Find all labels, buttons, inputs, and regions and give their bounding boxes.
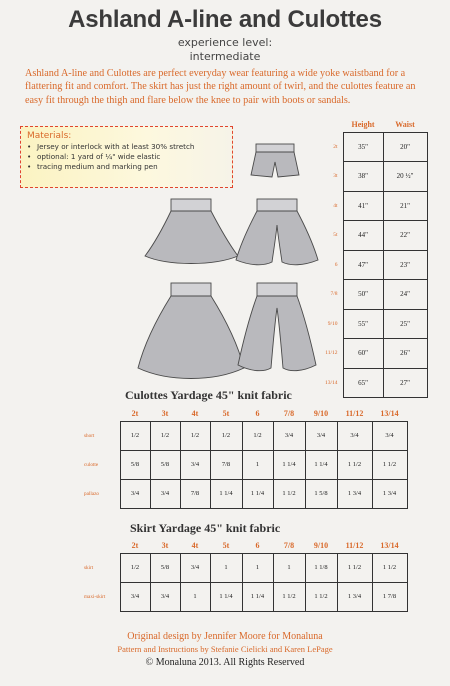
waist-cell: 27" <box>383 368 427 398</box>
size-chart-row <box>325 309 427 339</box>
yardage-size-header: 11/12 <box>345 541 364 551</box>
yardage-size-header: 11/12 <box>345 409 364 419</box>
yardage-row <box>82 479 407 508</box>
yardage-cell: 1 1/4 <box>242 582 273 611</box>
yardage-cell: 1 1/2 <box>305 582 337 611</box>
size-chart-row <box>325 368 427 398</box>
yardage-cell: 3/4 <box>120 582 150 611</box>
yardage-cell: 1 3/4 <box>337 582 372 611</box>
maxi-skirt-illustration <box>138 283 244 379</box>
instructions-credit: Pattern and Instructions by Stefanie Cielicki and Karen LePage <box>117 644 333 654</box>
skirt-yardage-title: Skirt Yardage 45" knit fabric <box>130 521 281 535</box>
yardage-cell: 3/4 <box>150 479 180 508</box>
size-label: 7/8 <box>330 291 338 298</box>
yardage-cell: 7/8 <box>180 479 210 508</box>
waist-cell: 23" <box>383 250 427 280</box>
size-chart-header-waist: Waist <box>395 120 415 130</box>
yardage-cell: 1 7/8 <box>372 582 407 611</box>
height-cell: 41" <box>343 191 383 221</box>
yardage-row <box>82 421 407 450</box>
experience-level-label: experience level: <box>177 36 273 49</box>
waist-cell: 25" <box>383 309 427 339</box>
waist-cell: 24" <box>383 280 427 310</box>
yardage-size-header: 2t <box>131 541 139 551</box>
yardage-cell: 1 <box>242 450 273 479</box>
yardage-cell: 3/4 <box>337 421 372 450</box>
yardage-row-label: maxi-skirt <box>84 593 106 600</box>
yardage-cell: 3/4 <box>150 582 180 611</box>
yardage-cell: 1 1/2 <box>337 553 372 582</box>
height-cell: 60" <box>343 339 383 369</box>
yardage-size-header: 5t <box>222 541 230 551</box>
size-label: 5t <box>333 232 338 239</box>
yardage-size-header: 6 <box>255 541 260 551</box>
yardage-size-header: 3t <box>161 541 169 551</box>
palazzo-illustration <box>238 283 316 371</box>
size-chart-row <box>325 132 427 162</box>
yardage-cell: 1 5/8 <box>305 479 337 508</box>
yardage-cell: 1 1/4 <box>210 479 242 508</box>
copyright-notice: © Monaluna 2013. All Rights Reserved <box>145 657 305 668</box>
yardage-cell: 1 <box>273 553 305 582</box>
yardage-size-header: 2t <box>131 409 139 419</box>
yardage-size-header: 6 <box>255 409 260 419</box>
size-chart-row <box>325 162 427 192</box>
height-cell: 35" <box>343 132 383 162</box>
size-label: 6 <box>334 261 338 268</box>
yardage-cell: 1 <box>210 553 242 582</box>
yardage-row <box>82 450 407 479</box>
height-cell: 44" <box>343 221 383 251</box>
yardage-cell: 3/4 <box>273 421 305 450</box>
yardage-size-header: 13/14 <box>380 541 399 551</box>
yardage-cell: 1 3/4 <box>337 479 372 508</box>
height-cell: 50" <box>343 280 383 310</box>
yardage-cell: 1 1/4 <box>242 479 273 508</box>
pattern-title: Ashland A-line and Culottes <box>68 6 382 33</box>
yardage-cell: 1 1/2 <box>273 479 305 508</box>
culottes-yardage-title: Culottes Yardage 45" knit fabric <box>125 388 292 402</box>
yardage-row-label: short <box>84 432 95 439</box>
yardage-cell: 1/2 <box>242 421 273 450</box>
materials-title: Materials: <box>27 131 72 141</box>
yardage-cell: 5/8 <box>120 450 150 479</box>
shorts-illustration <box>251 144 299 177</box>
size-label: 9/10 <box>327 320 338 327</box>
yardage-size-header: 4t <box>191 409 199 419</box>
skirt-illustration <box>145 199 238 264</box>
size-label: 4t <box>333 202 338 209</box>
yardage-size-header: 5t <box>222 409 230 419</box>
size-chart-header-height: Height <box>351 120 375 130</box>
yardage-cell: 3/4 <box>180 553 210 582</box>
yardage-cell: 1 1/8 <box>305 553 337 582</box>
waist-cell: 26" <box>383 339 427 369</box>
size-label: 11/12 <box>325 350 338 357</box>
yardage-row <box>82 582 407 611</box>
size-label: 13/14 <box>325 379 338 386</box>
yardage-size-header: 7/8 <box>283 541 295 551</box>
culottes-yardage-table <box>82 407 408 509</box>
material-item: • Jersey or interlock with at least 30% stretch <box>27 142 226 152</box>
yardage-size-header: 13/14 <box>380 409 399 419</box>
waist-cell: 20 ½" <box>383 162 427 192</box>
height-cell: 55" <box>343 309 383 339</box>
yardage-cell: 1/2 <box>150 421 180 450</box>
pattern-description: Ashland A-line and Culottes are perfect everyday wear featuring a wide yoke waistband for a flattering fit and comfort. The skirt has just the right amount of twirl, and the culottes feature an easy fit through the thigh and flare below the knee to pair with boots or sandals. <box>25 68 416 106</box>
skirt-yardage-table <box>82 539 408 612</box>
waist-cell: 21" <box>383 191 427 221</box>
yardage-cell: 7/8 <box>210 450 242 479</box>
yardage-size-header: 9/10 <box>313 409 329 419</box>
yardage-cell: 3/4 <box>305 421 337 450</box>
yardage-cell: 1 3/4 <box>372 479 407 508</box>
yardage-size-header: 4t <box>191 541 199 551</box>
waist-cell: 20" <box>383 132 427 162</box>
yardage-row-label: culotte <box>84 461 99 468</box>
waist-cell: 22" <box>383 221 427 251</box>
size-chart-row <box>325 250 427 280</box>
size-chart-row <box>325 280 427 310</box>
yardage-cell: 1 1/2 <box>273 582 305 611</box>
yardage-cell: 3/4 <box>372 421 407 450</box>
yardage-cell: 1 1/4 <box>305 450 337 479</box>
size-chart-row <box>325 339 427 369</box>
yardage-cell: 3/4 <box>180 450 210 479</box>
yardage-row <box>82 553 407 582</box>
yardage-cell: 1 1/2 <box>337 450 372 479</box>
yardage-cell: 1/2 <box>120 553 150 582</box>
yardage-cell: 1 1/2 <box>372 553 407 582</box>
height-cell: 65" <box>343 368 383 398</box>
size-chart <box>325 118 428 398</box>
height-cell: 38" <box>343 162 383 192</box>
size-chart-row <box>325 191 427 221</box>
size-label: 3t <box>333 173 338 180</box>
yardage-row-label: skirt <box>84 564 94 571</box>
size-label: 2t <box>333 143 338 150</box>
yardage-cell: 1 1/4 <box>210 582 242 611</box>
yardage-cell: 1 1/4 <box>273 450 305 479</box>
yardage-cell: 1 <box>242 553 273 582</box>
yardage-cell: 1/2 <box>180 421 210 450</box>
yardage-cell: 1 <box>180 582 210 611</box>
yardage-size-header: 9/10 <box>313 541 329 551</box>
yardage-size-header: 3t <box>161 409 169 419</box>
design-credit: Original design by Jennifer Moore for Monaluna <box>127 631 323 642</box>
experience-level-value: intermediate <box>189 50 261 63</box>
material-item: • tracing medium and marking pen <box>27 162 226 172</box>
height-cell: 47" <box>343 250 383 280</box>
yardage-cell: 3/4 <box>120 479 150 508</box>
yardage-cell: 5/8 <box>150 553 180 582</box>
yardage-cell: 1 1/2 <box>372 450 407 479</box>
yardage-cell: 5/8 <box>150 450 180 479</box>
yardage-cell: 1/2 <box>210 421 242 450</box>
material-item: • optional: 1 yard of ¼" wide elastic <box>27 152 226 162</box>
yardage-size-header: 7/8 <box>283 409 295 419</box>
culottes-illustration <box>236 199 318 265</box>
yardage-row-label: pallazo <box>84 490 99 497</box>
yardage-cell: 1/2 <box>120 421 150 450</box>
size-chart-row <box>325 221 427 251</box>
